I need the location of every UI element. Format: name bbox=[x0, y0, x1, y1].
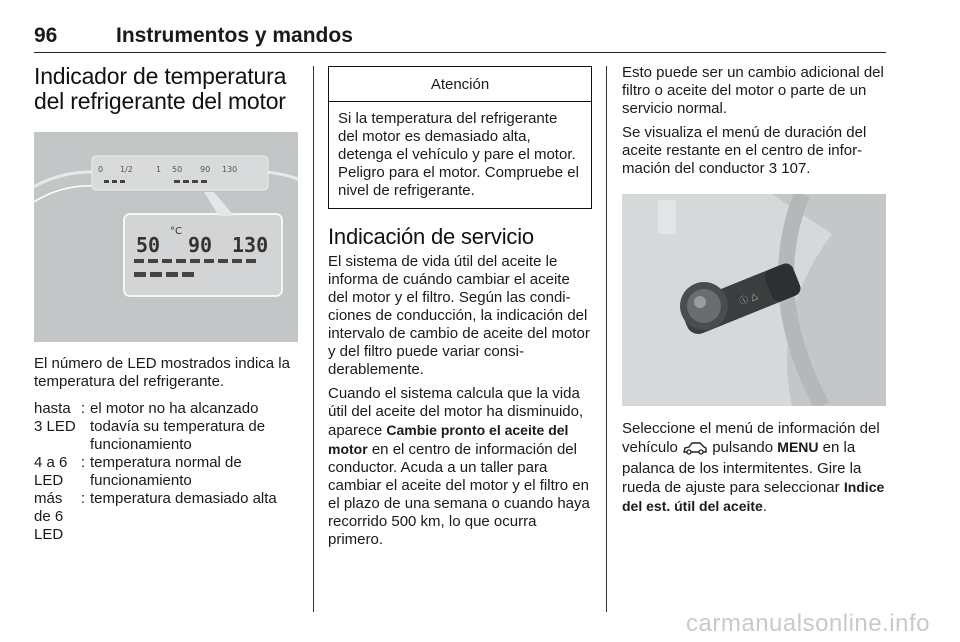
attention-text: Si la temperatura del refrigerante del motor es demasiado alta, detenga el vehículo y pare el motor. Peligro para el motor. Compruebe el nivel de refrigerante. bbox=[338, 110, 579, 199]
text-run: pulsando bbox=[708, 439, 778, 456]
text-run: . bbox=[762, 498, 767, 515]
section-heading-coolant bbox=[34, 64, 298, 114]
turn-signal-lever-illustration bbox=[622, 194, 886, 406]
led-definition-list bbox=[34, 400, 298, 544]
heading-line: del refrigerante del motor bbox=[34, 88, 286, 114]
service-paragraph bbox=[622, 124, 888, 178]
column-service-cont bbox=[622, 64, 888, 516]
attention-box bbox=[328, 66, 592, 209]
def-desc: el motor no ha alcanzado todavía su temperatura de funcionamiento bbox=[90, 400, 266, 453]
message-text: Cambie pronto el aceite del motor bbox=[328, 422, 569, 457]
gauge-unit: °C bbox=[170, 226, 182, 237]
list-item bbox=[34, 454, 298, 490]
gauge-small-mark: 0 bbox=[98, 165, 104, 174]
car-icon bbox=[682, 441, 708, 460]
column-coolant bbox=[34, 64, 298, 544]
page-number: 96 bbox=[34, 24, 58, 47]
def-desc: temperatura demasiado alta bbox=[90, 490, 277, 507]
menu-button-label: MENU bbox=[777, 439, 819, 455]
watermark: carmanualsonline.info bbox=[686, 610, 930, 637]
text-run: en el centro de información del conductor. Acuda a un taller para cambiar el aceite del motor y el filtro en el plazo de una semana o cuando haya recorrido 500 km, lo que ocurra primero. bbox=[328, 441, 590, 548]
service-paragraph: Esto puede ser un cambio adicional del filtro o aceite del motor o parte de un servicio normal. bbox=[622, 64, 884, 117]
intro-paragraph: El número de LED mostrados indica la temperatura del refrigerante. bbox=[34, 355, 290, 390]
attention-title: Atención bbox=[329, 67, 591, 102]
svg-text:ⓘ △: ⓘ △ bbox=[738, 291, 760, 308]
def-term: más de 6 LED bbox=[34, 490, 64, 543]
heading-line: Indicador de temperatura bbox=[34, 63, 287, 89]
menu-item-text: Indice del est. útil del aceite bbox=[622, 479, 885, 514]
turn-signal-lever-figure bbox=[622, 194, 886, 406]
text-run: en la palanca de los intermitentes. Gire la rueda de ajuste para seleccionar bbox=[622, 439, 862, 496]
service-paragraph bbox=[622, 420, 888, 516]
section-heading-service: Indicación de servicio bbox=[328, 224, 534, 249]
gauge-small-mark: 130 bbox=[222, 165, 238, 174]
service-paragraph bbox=[328, 385, 592, 549]
page-reference: 3 107. bbox=[768, 160, 811, 177]
running-title: Instrumentos y mandos bbox=[116, 24, 353, 47]
def-term: hasta 3 LED bbox=[34, 400, 76, 435]
gauge-label-low: 50 bbox=[136, 233, 161, 257]
column-service bbox=[328, 64, 592, 549]
text-run: Se visualiza el menú de duración del aceite restante en el centro de información del conductor bbox=[622, 124, 867, 177]
coolant-gauge-illustration bbox=[34, 132, 298, 342]
column-divider bbox=[313, 66, 314, 612]
def-colon: : bbox=[80, 490, 86, 507]
list-item bbox=[34, 400, 298, 454]
def-colon: : bbox=[80, 400, 86, 417]
gauge-label-high: 130 bbox=[232, 233, 269, 257]
list-item bbox=[34, 490, 298, 544]
gauge-label-mid: 90 bbox=[188, 233, 213, 257]
page-header bbox=[34, 22, 886, 53]
gauge-small-mark: 1/2 bbox=[120, 165, 133, 174]
gauge-small-mark: 50 bbox=[172, 165, 183, 174]
def-colon: : bbox=[80, 454, 86, 471]
def-term: 4 a 6 LED bbox=[34, 454, 68, 489]
def-desc: temperatura normal de funcionamiento bbox=[90, 454, 242, 489]
column-divider bbox=[606, 66, 607, 612]
text-run: Cuando el sistema calcula que la vida útil del aceite del motor ha disminuido, aparece bbox=[328, 385, 584, 439]
gauge-small-mark: 1 bbox=[156, 165, 162, 174]
text-run: Seleccione el menú de información del vehículo bbox=[622, 420, 880, 456]
coolant-gauge-figure bbox=[34, 132, 298, 342]
service-paragraph: El sistema de vida útil del aceite le informa de cuándo cambiar el aceite del motor y el filtro. Según las condiciones de conducción, la indicación del intervalo de cambio de aceite del motor y del filtro puede variar considerablemente. bbox=[328, 253, 590, 378]
gauge-small-mark: 90 bbox=[200, 165, 211, 174]
